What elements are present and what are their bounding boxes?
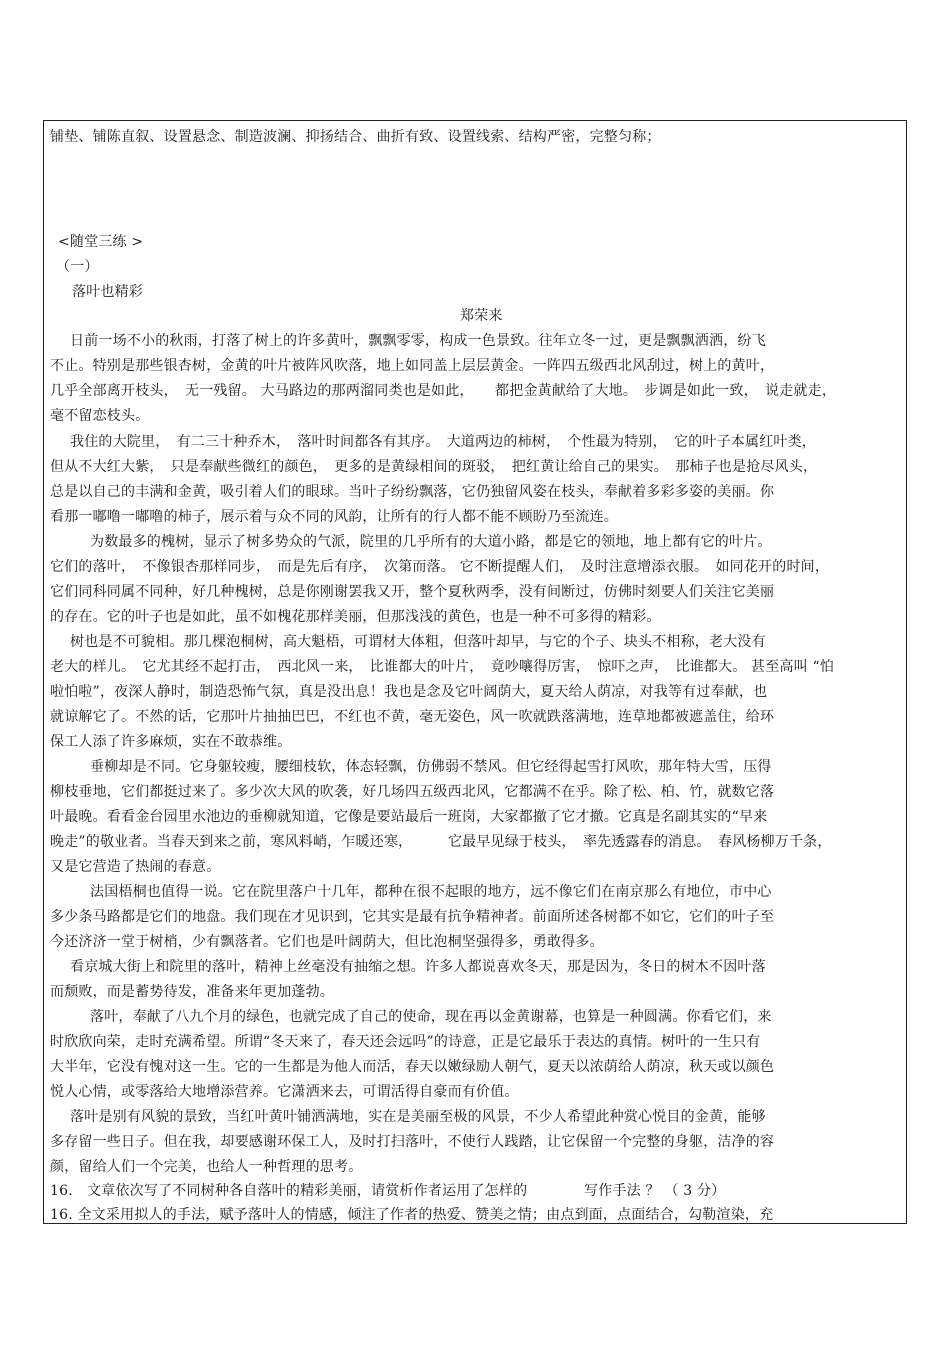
text-line: 大半年，它没有愧对这一生。它的一生都是为他人而活，春天以嫩绿励人朝气，夏天以浓荫给人荫凉，秋天或以颜色 xyxy=(50,1059,775,1075)
text-line: 日前一场不小的秋雨，打落了树上的许多黄叶，飘飘零零，构成一色景致。往年立冬一过，更是飘飘洒洒，纷飞 xyxy=(70,333,766,349)
question-16: 16． 文章依次写了不同树种各自落叶的精彩美丽，请赏析作者运用了怎样的 写作手法 ？ （ 3 分） xyxy=(50,1183,726,1199)
text-line: 柳枝垂地，它们都挺过来了。多少次大风的吹袭，好几场四五级西北风，它都满不在乎。除了松、柏、竹，就数它落 xyxy=(50,784,775,800)
text-line: 法国梧桐也值得一说。它在院里落户十几年，都种在很不起眼的地方，远不像它们在南京那么有地位，市中心 xyxy=(90,884,772,900)
text-line: 落叶，奉献了八九个月的绿色，也就完成了自己的使命，现在再以金黄谢幕，也算是一种圆满。你看它们，来 xyxy=(90,1009,772,1025)
text-line: 但从不大红大紫， 只是奉献些微红的颜色， 更多的是黄绿相间的斑驳， 把红黄让给自己的果实。 那柿子也是抢尽风头， xyxy=(50,459,818,475)
text-line: 看那一嘟噜一嘟噜的柿子，展示着与众不同的风韵，让所有的行人都不能不顾盼乃至流连。 xyxy=(50,509,618,525)
text-line: 时欣欣向荣，走时充满希望。所谓“冬天来了，春天还会远吗”的诗意，正是它最乐于表达的真情。树叶的一生只有 xyxy=(50,1034,761,1050)
text-line: 它们同科同属不同种，好几种槐树，总是你刚谢罢我又开，整个夏秋两季，没有间断过，仿佛时刻要人们关注它美丽 xyxy=(50,584,775,600)
article-title: 落叶也精彩 xyxy=(72,284,143,300)
text-line: 多少条马路都是它们的地盘。我们现在才见识到，它其实是最有抗争精神者。前面所述各树都不如它，它们的叶子至 xyxy=(50,909,775,925)
text-line: 不止。特别是那些银杏树，金黄的叶片被阵风吹落，地上如同盖上层层黄金。一阵四五级西北风刮过，树上的黄叶， xyxy=(50,358,775,374)
text-line: 就谅解它了。不然的话，它那叶片抽抽巴巴，不红也不黄，毫无姿色，风一吹就跌落满地，连草地都被遮盖住，给环 xyxy=(50,709,775,725)
text-line: 为数最多的槐树，显示了树多势众的气派，院里的几乎所有的大道小路，都是它的领地，地上都有它的叶片。 xyxy=(90,534,772,550)
text-line: 我住的大院里， 有二三十种乔木， 落叶时间都各有其序。 大道两边的柿树， 个性最为特别， 它的叶子本属红叶类， xyxy=(70,434,816,450)
text-line: 多存留一些日子。但在我，却要感谢环保工人，及时打扫落叶，不使行人践踏，让它保留一个完整的身躯，洁净的容 xyxy=(50,1134,775,1150)
text-line: 树也是不可貌相。那几棵泡桐树，高大魁梧，可谓材大体粗，但落叶却早，与它的个子、块头不相称，老大没有 xyxy=(70,634,766,650)
text-line: 晚走”的敬业者。当春天到来之前，寒风料峭，乍暖还寒， 它最早见绿于枝头， 率先透露春的消息。 春风杨柳万千条， xyxy=(50,834,832,850)
text-line: 保工人添了许多麻烦，实在不敢恭维。 xyxy=(50,734,292,750)
text-line: 落叶是别有风貌的景致，当红叶黄叶铺洒满地，实在是美丽至极的风景，不少人希望此种赏心悦目的金黄，能够 xyxy=(70,1109,766,1125)
text-line: 老大的样儿。 它尤其经不起打击， 西北风一来， 比谁都大的叶片， 竟吵嚷得厉害， 惊吓之声， 比谁都大。 甚至高叫 “怕 xyxy=(50,659,835,675)
text-line: 又是它营造了热闹的春意。 xyxy=(50,859,221,875)
text-line: 看京城大街上和院里的落叶，精神上丝毫没有抽缩之想。许多人都说喜欢冬天，那是因为，冬日的树木不因叶落 xyxy=(70,959,766,975)
text-line: 的存在。它的叶子也是如此，虽不如槐花那样美丽，但那浅浅的黄色，也是一种不可多得的精彩。 xyxy=(50,609,661,625)
text-line: 它们的落叶， 不像银杏那样同步， 而是先后有序， 次第而落。 它不断提醒人们， 及时注意增添衣服。 如同花开的时间， xyxy=(50,559,830,575)
text-line: 垂柳却是不同。它身躯较瘦，腰细枝软，体态轻飘，仿佛弱不禁风。但它经得起雪打风吹，那年特大雪，压得 xyxy=(90,759,772,775)
text-line: 而颓败，而是蓄势待发，准备来年更加蓬勃。 xyxy=(50,984,334,1000)
text-line: 叶最晚。看看金台园里水池边的垂柳就知道，它像是要站最后一班岗，大家都撤了它才撤。它真是名副其实的“早来 xyxy=(50,809,768,825)
text-line: 悦人心情，或零落给大地增添营养。它潇洒来去，可谓活得自豪而有价值。 xyxy=(50,1084,519,1100)
top-line: 铺垫、铺陈直叙、设置悬念、制造波澜、抑扬结合、曲折有致、设置线索、结构严密，完整匀称； xyxy=(50,129,661,145)
answer-16: 16. 全文采用拟人的手法，赋予落叶人的情感，倾注了作者的热爱、赞美之情；由点到面，点面结合，勾勒渲染，充 xyxy=(50,1207,774,1223)
text-line: 今还济济一堂于树梢，少有飘落者。它们也是叶阔荫大，但比泡桐坚强得多，勇敢得多。 xyxy=(50,934,604,950)
text-line: 颜，留给人们一个完美，也给人一种哲理的思考。 xyxy=(50,1159,363,1175)
text-line: 毫不留恋枝头。 xyxy=(50,408,150,424)
article-author: 郑荣来 xyxy=(460,308,503,324)
text-line: 啦怕啦”，夜深人静时，制造恐怖气氛，真是没出息！我也是念及它叶阔荫大，夏天给人荫凉，对我等有过奉献，也 xyxy=(50,684,768,700)
text-line: 几乎全部离开枝头， 无一残留。 大马路边的那两溜同类也是如此， 都把金黄献给了大地。 步调是如此一致， 说走就走， xyxy=(50,383,837,399)
section-heading: <随堂三练 > xyxy=(58,234,144,250)
subsection-label: （一） xyxy=(56,259,99,275)
text-line: 总是以自己的丰满和金黄，吸引着人们的眼球。当叶子纷纷飘落，它仍独留风姿在枝头，奉献着多彩多姿的美丽。你 xyxy=(50,484,775,500)
